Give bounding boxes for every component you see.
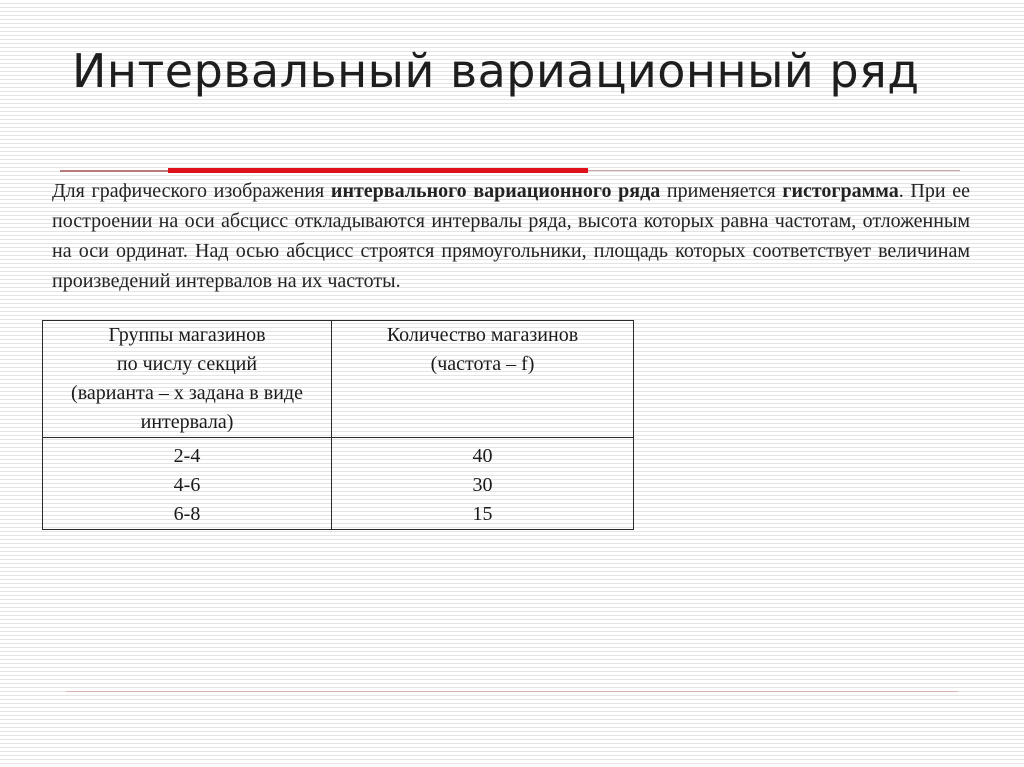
header-groups-line: по числу секций [116, 353, 258, 375]
interval-value: 2-4 [173, 445, 201, 467]
header-cell-count [332, 321, 634, 438]
paragraph-text-1: Для графического изображения [52, 180, 331, 202]
frequency-value: 30 [472, 474, 493, 496]
paragraph-text-2: применяется [660, 180, 783, 202]
frequency-value: 40 [472, 445, 493, 467]
table-row [43, 438, 634, 530]
header-count-line: (частота – f) [430, 353, 535, 375]
paragraph-bold-term-2: гистограмма [782, 180, 899, 202]
frequency-value: 15 [472, 503, 493, 525]
paragraph-text-3: . При ее построении на оси абсцисс откладываются интервалы ряда, высота которых равна частотам, отложенным на оси ординат. Над осью абсцисс строятся прямоугольники, площадь которых соответствует величинам произведений интервалов на их частоты. [52, 180, 971, 292]
header-count-line: Количество магазинов [386, 324, 579, 346]
footer-divider [66, 691, 958, 692]
interval-value: 4-6 [173, 474, 201, 496]
slide-title: Интервальный вариационный ряд [72, 44, 920, 98]
interval-value: 6-8 [173, 503, 201, 525]
header-groups-line: (варианта – х задана в виде [71, 382, 303, 404]
table-header-row [43, 321, 634, 438]
frequency-table [42, 320, 634, 530]
frequencies-cell [332, 438, 634, 530]
body-paragraph [52, 176, 970, 296]
header-groups-line: Группы магазинов [108, 324, 266, 346]
title-divider-left [60, 170, 168, 172]
paragraph-bold-term-1: интервального вариационного ряда [330, 180, 661, 202]
header-cell-groups [43, 321, 332, 438]
header-groups-line: интервала) [140, 411, 234, 433]
title-accent-bar [168, 168, 588, 173]
intervals-cell [43, 438, 332, 530]
